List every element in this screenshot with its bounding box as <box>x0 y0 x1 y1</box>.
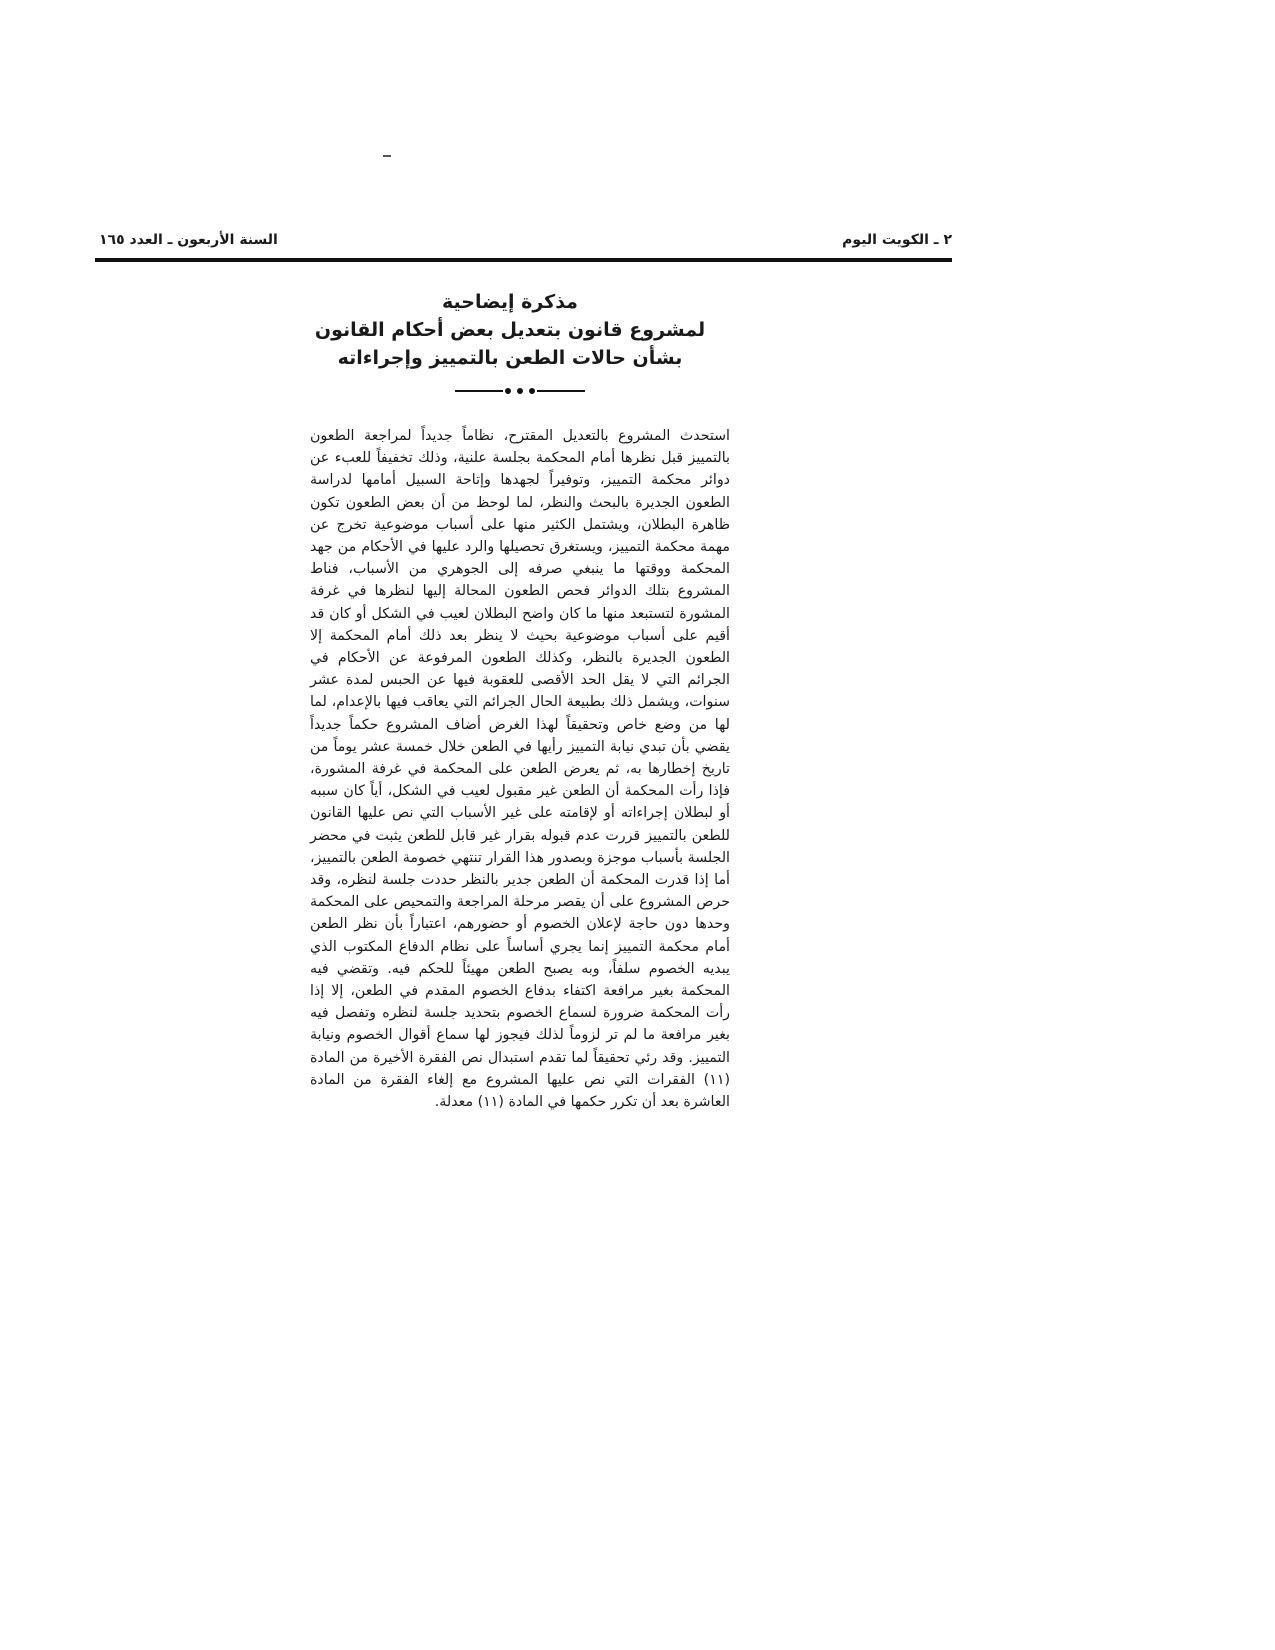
ornament-dot <box>517 388 523 394</box>
body-paragraph: استحدث المشروع بالتعديل المقترح، نظاماً جديداً لمراجعة الطعون بالتمييز قبل نظرها أمام المحكمة بجلسة علنية، وذلك تخفيفاً للعبء عن دوائر محكمة التمييز، وتوفيراً لجهدها وإتاحة السبيل أمامها لدراسة الطعون الجديرة بالبحث والنظر، لما لوحظ من أن بعض الطعون تكون ظاهرة البطلان، ويشتمل الكثير منها على أسباب موضوعية تخرج عن مهمة محكمة التمييز، ويستغرق تحصيلها والرد عليها في الأحكام من جهد المحكمة ووقتها ما ينبغي صرفه إلى الجوهري من الأسباب، فناط المشروع بتلك الدوائر فحص الطعون المحالة إليها لنظرها في غرفة المشورة لتستبعد منها ما كان واضح البطلان لعيب في الشكل أو كان قد أقيم على أسباب موضوعية بحيث لا ينظر بعد ذلك أمام المحكمة إلا الطعون الجديرة بالنظر، وكذلك الطعون المرفوعة عن الأحكام في الجرائم التي لا يقل الحد الأقصى للعقوبة فيها عن الحبس لمدة عشر سنوات، ويشمل ذلك بطبيعة الحال الجرائم التي يعاقب فيها بالإعدام، لما لها من وضع خاص وتحقيقاً لهذا الغرض أضاف المشروع حكماً جديداً يقضي بأن تبدي نيابة التمييز رأيها في الطعن خلال خمسة عشر يوماً من تاريخ إخطارها به، ثم يعرض الطعن على المحكمة في غرفة المشورة، فإذا رأت المحكمة أن الطعن غير مقبول لعيب في الشكل، أياً كان سببه أو لبطلان إجراءاته أو لإقامته على غير الأسباب التي نص عليها القانون للطعن بالتمييز قررت عدم قبوله بقرار غير قابل للطعن يثبت في محضر الجلسة بأسباب موجزة وبصدور هذا القرار تنتهي خصومة الطعن بالتمييز، أما إذا قدرت المحكمة أن الطعن جدير بالنظر حددت جلسة لنظره، وقد حرص المشروع على أن يقصر مرحلة المراجعة والتمحيص على المحكمة وحدها دون حاجة لإعلان الخصوم أو حضورهم، اعتباراً بأن نظر الطعن أمام محكمة التمييز إنما يجري أساساً على نظام الدفاع المكتوب الذي يبديه الخصوم سلفاً، وبه يصبح الطعن مهيئاً للحكم فيه. وتقضي فيه المحكمة بغير مرافعة اكتفاء بدفاع الخصوم المقدم في الطعن، إلا إذا رأت المحكمة ضرورة لسماع الخصوم بتحديد جلسة لنظره وتفصل فيه بغير مرافعة ما لم تر لزوماً لذلك فيجوز لها سماع أقوال الخصوم ونيابة التمييز. وقد رئي تحقيقاً لما تقدم استبدال نص الفقرة الأخيرة من المادة (١١) الفقرات التي نص عليها المشروع مع إلغاء الفقرة من المادة العاشرة بعد أن تكرر حكمها في المادة (١١) معدلة. <box>310 428 730 1111</box>
ornament-dots <box>505 387 535 395</box>
publication-name: ٢ ـ الكويت اليوم <box>842 232 952 248</box>
issue-info: السنة الأربعون ـ العدد ١٦٥ <box>99 232 278 248</box>
ornament-dot <box>505 388 511 394</box>
scan-mark <box>383 155 391 157</box>
ornament-dot <box>529 388 535 394</box>
header-rule <box>95 258 952 262</box>
ornament-line-left <box>455 390 503 392</box>
ornament-line-right <box>537 390 585 392</box>
body-text <box>310 425 730 1113</box>
title-subtitle-1: لمشروع قانون بتعديل بعض أحكام القانون <box>314 319 706 341</box>
title-ornament <box>455 387 585 395</box>
page-header <box>95 232 952 254</box>
title-subtitle-2: بشأن حالات الطعن بالتمييز وإجراءاته <box>337 347 683 369</box>
title-block <box>300 288 720 372</box>
title-main: مذكرة إيضاحية <box>442 291 578 313</box>
